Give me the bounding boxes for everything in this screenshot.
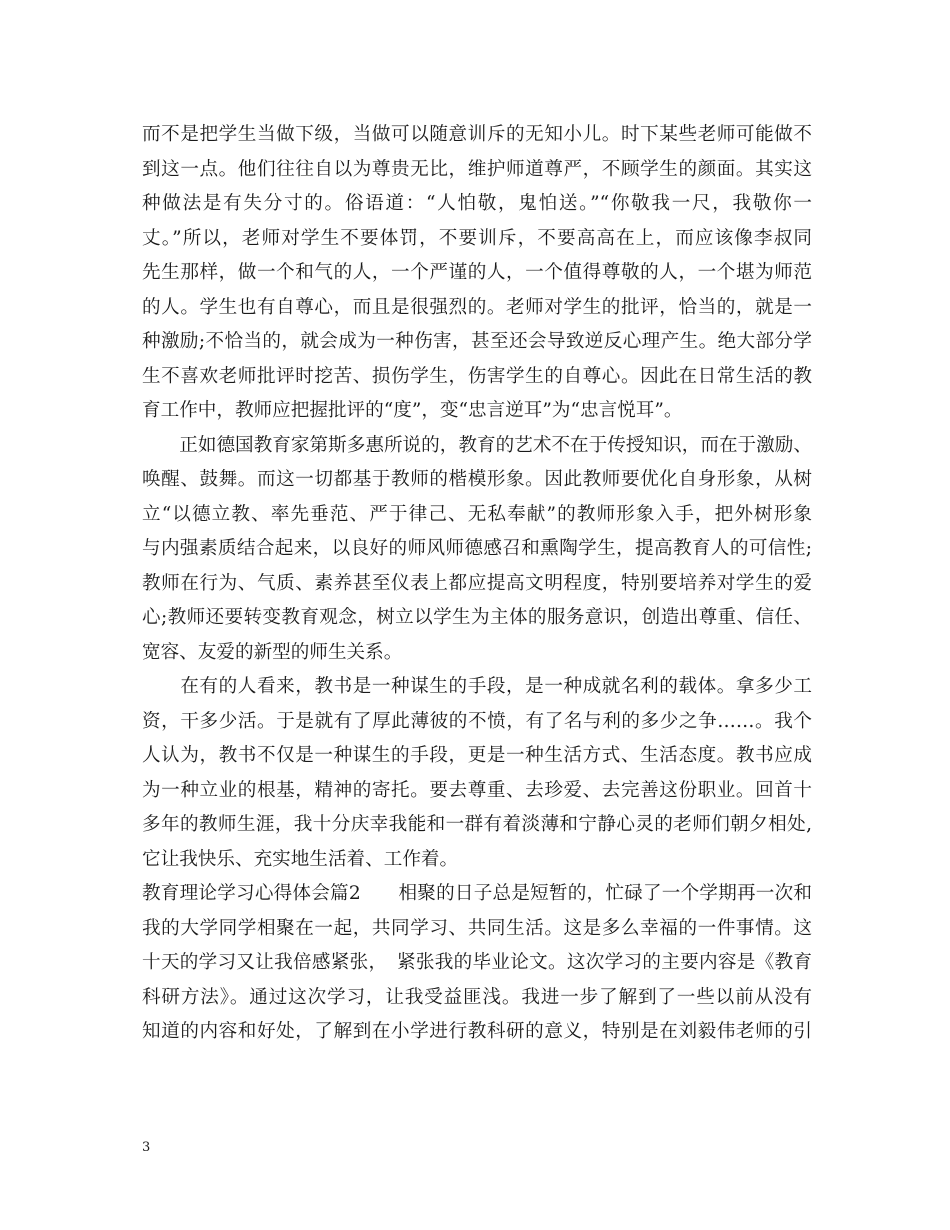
text-line: 知道的内容和好处，了解到在小学进行教科研的意义，特别是在刘毅伟老师的引 xyxy=(142,1021,812,1042)
text-line: 正如德国教育家第斯多惠所说的，教育的艺术不在于传授知识，而在于激励、 xyxy=(142,434,812,456)
text-line: 在有的人看来，教书是一种谋生的手段，是一种成就名利的载体。拿多少工 xyxy=(142,676,812,697)
text-line: 我的大学同学相聚在一起，共同学习、共同生活。这是多么幸福的一件事情。这 xyxy=(142,917,812,939)
text-line: 宽容、友爱的新型的师生关系。 xyxy=(142,641,403,663)
text-line: 育工作中，教师应把握批评的“度”，变“忠言逆耳”为“忠言悦耳”。 xyxy=(142,400,683,421)
document-body xyxy=(142,118,812,1050)
text-line: 科研方法》。通过这次学习，让我受益匪浅。我进一步了解到了一些以前从没有 xyxy=(142,986,812,1008)
text-line: 为一种立业的根基，精神的寄托。要去尊重、去珍爱、去完善这份职业。回首十 xyxy=(142,779,812,801)
text-line: 资，干多少活。于是就有了厚此薄彼的不愤，有了名与利的多少之争……。我个 xyxy=(142,710,812,732)
text-line: 它让我快乐、充实地生活着、工作着。 xyxy=(142,848,459,870)
text-line: 生不喜欢老师批评时挖苦、损伤学生，伤害学生的自尊心。因此在日常生活的教 xyxy=(142,365,812,387)
section-heading-line: 教育理论学习心得体会篇2 相聚的日子总是短暂的，忙碌了一个学期再一次和 xyxy=(142,883,812,904)
text-line: 的人。学生也有自尊心，而且是很强烈的。老师对学生的批评，恰当的，就是一 xyxy=(142,296,812,318)
text-line: 十天的学习又让我倍感紧张， 紧张我的毕业论文。这次学习的主要内容是《教育 xyxy=(142,952,812,973)
text-line: 教师在行为、气质、素养甚至仪表上都应提高文明程度，特别要培养对学生的爱 xyxy=(142,572,812,594)
text-line: 心;教师还要转变教育观念，树立以学生为主体的服务意识，创造出尊重、信任、 xyxy=(142,607,812,628)
page-number: 3 xyxy=(142,1140,151,1155)
text-line: 先生那样，做一个和气的人，一个严谨的人，一个值得尊敬的人，一个堪为师范 xyxy=(142,262,812,283)
text-line: 唤醒、鼓舞。而这一切都基于教师的楷模形象。因此教师要优化自身形象，从树 xyxy=(142,469,812,490)
text-line: 到这一点。他们往往自以为尊贵无比，维护师道尊严，不顾学生的颜面。其实这 xyxy=(142,158,812,180)
text-line: 人认为，教书不仅是一种谋生的手段，更是一种生活方式、生活态度。教书应成 xyxy=(142,745,812,766)
text-line: 丈。”所以，老师对学生不要体罚，不要训斥，不要高高在上，而应该像李叔同 xyxy=(142,227,812,249)
text-line: 与内强素质结合起来，以良好的师风师德感召和熏陶学生，提高教育人的可信性; xyxy=(142,538,812,559)
text-line: 多年的教师生涯，我十分庆幸我能和一群有着淡薄和宁静心灵的老师们朝夕相处, xyxy=(142,814,812,835)
text-line: 立“以德立教、率先垂范、严于律己、无私奉献”的教师形象入手，把外树形象 xyxy=(142,503,812,525)
text-line: 种做法是有失分寸的。俗语道：“人怕敬，鬼怕送。”“你敬我一尺，我敬你一 xyxy=(142,193,812,214)
text-line: 而不是把学生当做下级，当做可以随意训斥的无知小儿。时下某些老师可能做不 xyxy=(142,124,812,145)
text-line: 种激励;不恰当的，就会成为一种伤害，甚至还会导致逆反心理产生。绝大部分学 xyxy=(142,331,812,352)
